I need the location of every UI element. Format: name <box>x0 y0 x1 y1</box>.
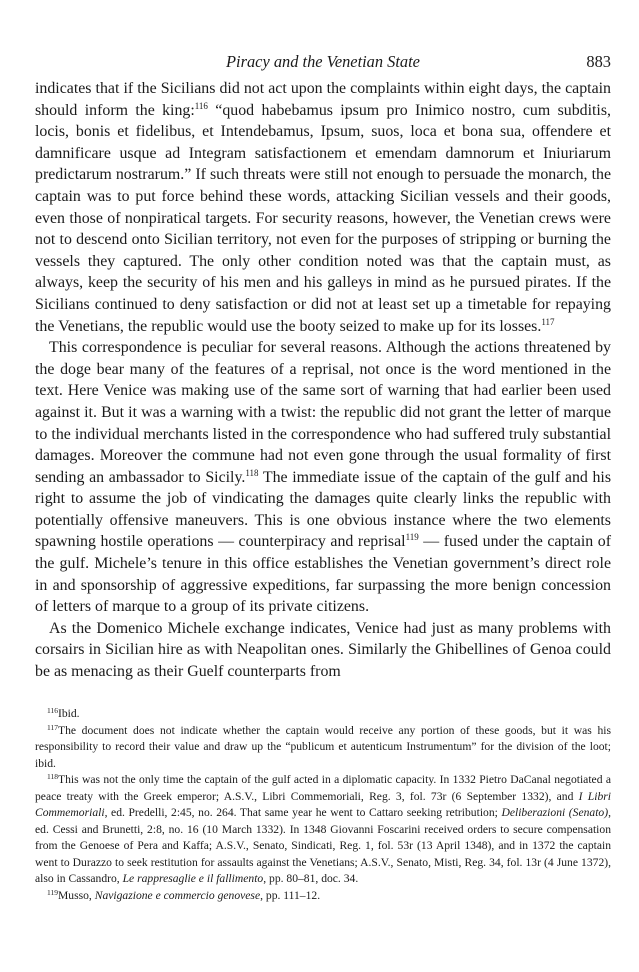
running-head <box>35 52 611 78</box>
footnote-title: Navigazione e commercio genovese <box>94 888 261 902</box>
paragraph-3 <box>35 618 611 683</box>
footnote-116 <box>35 706 611 723</box>
footnote-ref: 116 <box>194 100 208 111</box>
footnote-number: 117 <box>47 722 58 732</box>
footnote-ref: 117 <box>541 316 555 327</box>
page <box>35 52 611 683</box>
footnote-text: , ed. Cessi and Brunetti, 2:8, no. 16 (10 March 1332). In 1348 Giovanni Foscarini received orders to secure compensation from the Genoese of Pera and Kaffa; A.S.V., Senato, Sindicati, Reg. 1, fol. 53r (13 April 1348), and in 1372 the captain went to Durazzo to seek restitution for assaults against the Venetians; A.S.V., Senato, Misti, Reg. 34, fol. 13r (4 June 1372), also in Cassandro, <box>35 806 611 885</box>
footnote-118 <box>35 772 611 888</box>
paragraph-1 <box>35 78 611 337</box>
footnote-ref: 118 <box>245 467 259 478</box>
footnote-ref: 119 <box>405 532 419 543</box>
footnote-text: Ibid. <box>57 707 80 720</box>
page-number: 883 <box>586 52 611 71</box>
footnote-title: Deliberazioni (Senato) <box>501 806 609 819</box>
paragraph-text: “quod habebamus ipsum pro Inimico nostro, cum subditis, locis, bonis et fidelibus, et Intendebamus, Ipsum, suos, loca et bona sua, offendere et damnificare usque ad Integram satisfactionem et emendam damnorum et Iniuriarum predictarum nostrarum.” If such threats were still not enough to persuade the monarch, the captain was to put force behind these words, attacking Sicilian vessels and their goods, even those of nonpiratical targets. For security reasons, however, the Venetian crews were not to descend onto Sicilian territory, not even for the purposes of stripping or burning the vessels they captured. The only other condition noted was that the captain must, as always, keep the security of his men and his galleys in mind as he pursued pirates. If the Sicilians continued to deny satisfaction or did not at least set up a timetable for repaying the Venetians, the republic would use the booty seized to make up for its losses. <box>35 101 611 335</box>
footnote-number: 119 <box>47 887 58 897</box>
paragraph-text: — fused under the captain of the gulf. Michele’s tenure in this office establishes the Venetian government’s direct role in and sponsorship of aggressive expeditions, far surpassing the more benign concession of letters of marque to a group of its private citizens. <box>35 533 611 616</box>
footnote-text: , ed. Predelli, 2:45, no. 264. That same year he went to Cattaro seeking retribution; <box>104 806 502 819</box>
footnote-number: 118 <box>47 772 58 781</box>
paragraph-text: indicates that if the Sicilians did not act upon the complaints within eight days, the captain should inform the king: <box>35 80 611 119</box>
paragraph-text: As the Domenico Michele exchange indicates, Venice had just as many problems with corsairs in Sicilian hire as with Neapolitan ones. Similarly the Ghibellines of Genoa could be as menacing as their Guelf counterparts from <box>35 619 611 681</box>
footnote-text: , pp. 80–81, doc. 34. <box>263 872 359 885</box>
footnote-117 <box>35 723 611 773</box>
footnote-text: This was not the only time the captain of the gulf acted in a diplomatic capacity. In 1332 Pietro DaCanal negotiated a peace treaty with the Greek emperor; A.S.V., Libri Commemoriali, Reg. 3, fol. 73r (6 September 1332), and <box>35 773 611 803</box>
running-title: Piracy and the Venetian State <box>226 52 420 71</box>
footnote-text: , pp. 111–12. <box>260 888 321 902</box>
body-text <box>35 78 611 683</box>
footnote-title: Le rappresaglie e il fallimento <box>122 872 264 885</box>
paragraph-text: This correspondence is peculiar for several reasons. Although the actions threatened by the doge bear many of the features of a reprisal, not once is the word mentioned in the text. Here Venice was making use of the same sort of warning that had earlier been used against it. But it was a warning with a twist: the republic did not grant the letter of marque to the individual merchants listed in the correspondence who had suffered truly substantial damages. Moreover the commune had not even gone through the usual formality of first sending an ambassador to Sicily. <box>35 339 611 486</box>
footnotes <box>35 706 611 904</box>
footnote-number: 116 <box>47 706 58 715</box>
footnote-119 <box>35 888 611 905</box>
footnote-text: Musso, <box>57 888 95 902</box>
paragraph-2 <box>35 337 611 618</box>
footnote-text: The document does not indicate whether the captain would receive any portion of these goods, but it was his responsibility to record their value and draw up the “publicum et autenticum Instrumentum” for the division of the loot; ibid. <box>35 723 611 770</box>
paragraph-text: The immediate issue of the captain of the gulf and his right to assume the job of vindicating the damages quite clearly links the republic with potentially offensive maneuvers. This is one obvious instance where the two elements spawning hostile operations — counterpiracy and reprisal <box>35 468 612 551</box>
footnote-title: I Libri Commemoriali <box>35 789 612 819</box>
